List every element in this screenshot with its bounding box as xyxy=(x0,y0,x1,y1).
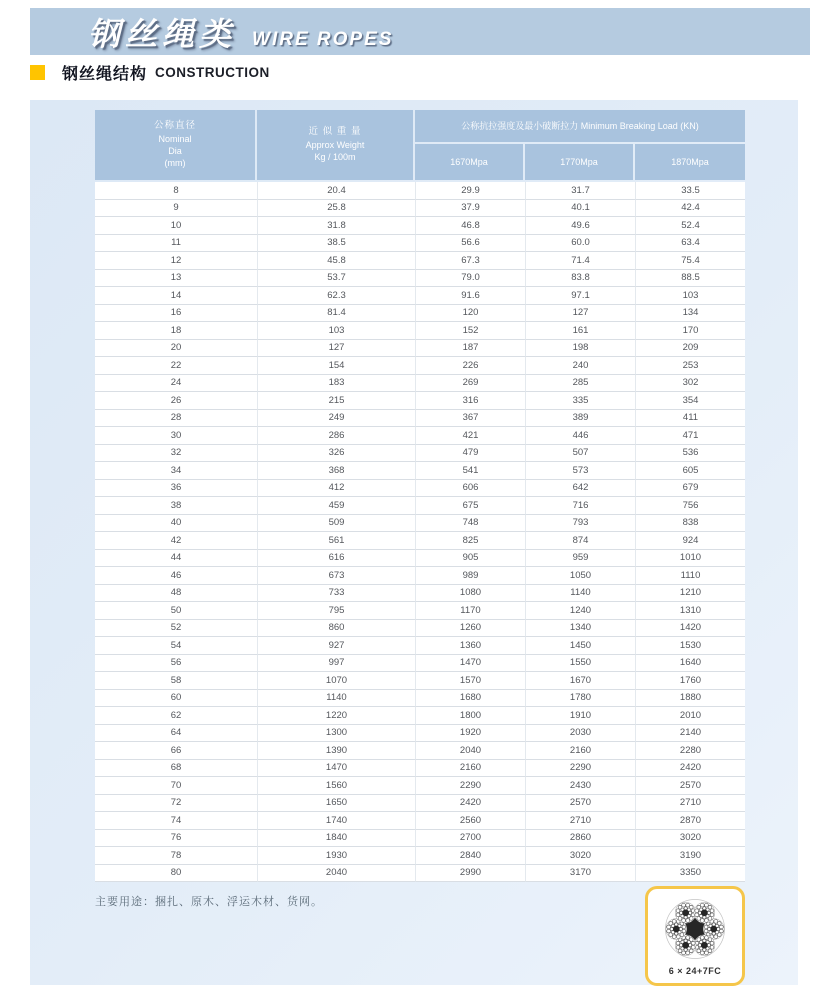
cell: 64 xyxy=(95,725,257,743)
cell: 62 xyxy=(95,707,257,725)
cell: 860 xyxy=(257,620,415,638)
cell: 12 xyxy=(95,252,257,270)
cell: 1880 xyxy=(635,690,745,708)
cell: 825 xyxy=(415,532,525,550)
cell: 675 xyxy=(415,497,525,515)
table-row xyxy=(95,252,745,270)
cell: 793 xyxy=(525,515,635,533)
cell: 285 xyxy=(525,375,635,393)
cell: 446 xyxy=(525,427,635,445)
cell: 249 xyxy=(257,410,415,428)
cell: 37.9 xyxy=(415,200,525,218)
cell: 2570 xyxy=(635,777,745,795)
table-row xyxy=(95,777,745,795)
cell: 2010 xyxy=(635,707,745,725)
section-title-zh: 钢丝绳结构 xyxy=(62,65,148,83)
cell: 134 xyxy=(635,305,745,323)
cell: 997 xyxy=(257,655,415,673)
cell: 183 xyxy=(257,375,415,393)
page-title-zh: 钢丝绳类 xyxy=(88,15,237,52)
cell: 1560 xyxy=(257,777,415,795)
cell: 50 xyxy=(95,602,257,620)
table-row xyxy=(95,672,745,690)
table-row xyxy=(95,585,745,603)
cell: 71.4 xyxy=(525,252,635,270)
table-row xyxy=(95,217,745,235)
cell: 72 xyxy=(95,795,257,813)
cell: 78 xyxy=(95,847,257,865)
cell: 2290 xyxy=(525,760,635,778)
cell: 924 xyxy=(635,532,745,550)
cell: 1680 xyxy=(415,690,525,708)
cell: 905 xyxy=(415,550,525,568)
cell: 62.3 xyxy=(257,287,415,305)
table-body xyxy=(95,182,745,882)
cell: 30 xyxy=(95,427,257,445)
header-breaking-load-group xyxy=(415,110,745,180)
cell: 412 xyxy=(257,480,415,498)
cell: 38.5 xyxy=(257,235,415,253)
cell: 103 xyxy=(257,322,415,340)
cell: 32 xyxy=(95,445,257,463)
table-row xyxy=(95,742,745,760)
cell: 1240 xyxy=(525,602,635,620)
cell: 127 xyxy=(257,340,415,358)
cell: 60 xyxy=(95,690,257,708)
cell: 509 xyxy=(257,515,415,533)
table-row xyxy=(95,602,745,620)
cell: 673 xyxy=(257,567,415,585)
cell: 38 xyxy=(95,497,257,515)
cell: 1930 xyxy=(257,847,415,865)
cell: 679 xyxy=(635,480,745,498)
cell: 1050 xyxy=(525,567,635,585)
cell: 31.7 xyxy=(525,182,635,200)
cell: 34 xyxy=(95,462,257,480)
cell: 1840 xyxy=(257,830,415,848)
cell: 642 xyxy=(525,480,635,498)
cell: 2420 xyxy=(635,760,745,778)
table-row xyxy=(95,462,745,480)
cell: 91.6 xyxy=(415,287,525,305)
header-grade-1670: 1670Mpa xyxy=(415,144,523,180)
cell: 79.0 xyxy=(415,270,525,288)
cell: 22 xyxy=(95,357,257,375)
cell: 1300 xyxy=(257,725,415,743)
cell: 127 xyxy=(525,305,635,323)
cell: 748 xyxy=(415,515,525,533)
cell: 49.6 xyxy=(525,217,635,235)
cell: 97.1 xyxy=(525,287,635,305)
cell: 20.4 xyxy=(257,182,415,200)
cell: 198 xyxy=(525,340,635,358)
cell: 36 xyxy=(95,480,257,498)
cell: 48 xyxy=(95,585,257,603)
rope-cross-section-diagram xyxy=(659,893,731,965)
table-row xyxy=(95,410,745,428)
cell: 326 xyxy=(257,445,415,463)
cell: 42 xyxy=(95,532,257,550)
cell: 389 xyxy=(525,410,635,428)
cell: 1450 xyxy=(525,637,635,655)
cell: 81.4 xyxy=(257,305,415,323)
cell: 14 xyxy=(95,287,257,305)
cell: 1650 xyxy=(257,795,415,813)
cell: 1470 xyxy=(257,760,415,778)
cell: 616 xyxy=(257,550,415,568)
cell: 989 xyxy=(415,567,525,585)
cell: 120 xyxy=(415,305,525,323)
cell: 3170 xyxy=(525,865,635,883)
cell: 2560 xyxy=(415,812,525,830)
table-row xyxy=(95,182,745,200)
cell: 479 xyxy=(415,445,525,463)
cell: 170 xyxy=(635,322,745,340)
cell: 733 xyxy=(257,585,415,603)
table-row xyxy=(95,532,745,550)
table-row xyxy=(95,200,745,218)
cell: 838 xyxy=(635,515,745,533)
table-row xyxy=(95,357,745,375)
cell: 2160 xyxy=(415,760,525,778)
header-nominal-dia: 公称直径 Nominal Dia (mm) xyxy=(95,110,255,180)
cell: 152 xyxy=(415,322,525,340)
cell: 54 xyxy=(95,637,257,655)
cell: 1170 xyxy=(415,602,525,620)
table-row xyxy=(95,480,745,498)
cell: 74 xyxy=(95,812,257,830)
cell: 606 xyxy=(415,480,525,498)
cell: 368 xyxy=(257,462,415,480)
cell: 3020 xyxy=(525,847,635,865)
cell: 68 xyxy=(95,760,257,778)
cell: 2870 xyxy=(635,812,745,830)
cell: 507 xyxy=(525,445,635,463)
cell: 2710 xyxy=(525,812,635,830)
table-row xyxy=(95,865,745,883)
cell: 58 xyxy=(95,672,257,690)
cell: 25.8 xyxy=(257,200,415,218)
cell: 927 xyxy=(257,637,415,655)
cell: 2710 xyxy=(635,795,745,813)
cell: 1920 xyxy=(415,725,525,743)
cell: 2860 xyxy=(525,830,635,848)
cell: 161 xyxy=(525,322,635,340)
cell: 573 xyxy=(525,462,635,480)
cell: 1070 xyxy=(257,672,415,690)
cell: 411 xyxy=(635,410,745,428)
cell: 29.9 xyxy=(415,182,525,200)
cell: 56 xyxy=(95,655,257,673)
cell: 18 xyxy=(95,322,257,340)
cell: 46.8 xyxy=(415,217,525,235)
cell: 1010 xyxy=(635,550,745,568)
cell: 536 xyxy=(635,445,745,463)
cell: 60.0 xyxy=(525,235,635,253)
table-row xyxy=(95,725,745,743)
cell: 269 xyxy=(415,375,525,393)
cell: 1220 xyxy=(257,707,415,725)
cell: 80 xyxy=(95,865,257,883)
table-row xyxy=(95,305,745,323)
section-heading xyxy=(30,62,270,82)
cell: 56.6 xyxy=(415,235,525,253)
cell: 2840 xyxy=(415,847,525,865)
cell: 1470 xyxy=(415,655,525,673)
table-row xyxy=(95,847,745,865)
table-row xyxy=(95,340,745,358)
usage-note: 主要用途：捆扎、原木、浮运木材、货网。 xyxy=(95,896,323,908)
cell: 2290 xyxy=(415,777,525,795)
cell: 1800 xyxy=(415,707,525,725)
table-row xyxy=(95,375,745,393)
cell: 53.7 xyxy=(257,270,415,288)
cell: 9 xyxy=(95,200,257,218)
cell: 1210 xyxy=(635,585,745,603)
cell: 70 xyxy=(95,777,257,795)
cell: 187 xyxy=(415,340,525,358)
cell: 2430 xyxy=(525,777,635,795)
table-row xyxy=(95,550,745,568)
spec-table xyxy=(95,110,745,882)
cell: 2990 xyxy=(415,865,525,883)
cell: 40 xyxy=(95,515,257,533)
cell: 1550 xyxy=(525,655,635,673)
cell: 154 xyxy=(257,357,415,375)
cell: 33.5 xyxy=(635,182,745,200)
cell: 1390 xyxy=(257,742,415,760)
cell: 1310 xyxy=(635,602,745,620)
cell: 3020 xyxy=(635,830,745,848)
page-title xyxy=(30,9,393,55)
cell: 11 xyxy=(95,235,257,253)
cell: 2420 xyxy=(415,795,525,813)
cell: 40.1 xyxy=(525,200,635,218)
cell: 3350 xyxy=(635,865,745,883)
table-row xyxy=(95,235,745,253)
cell: 28 xyxy=(95,410,257,428)
rope-cross-section-box xyxy=(645,886,745,986)
cell: 240 xyxy=(525,357,635,375)
cell: 2040 xyxy=(257,865,415,883)
cell: 1570 xyxy=(415,672,525,690)
cell: 959 xyxy=(525,550,635,568)
header-grade-1870: 1870Mpa xyxy=(635,144,745,180)
cell: 795 xyxy=(257,602,415,620)
page-title-band xyxy=(30,8,810,55)
cell: 46 xyxy=(95,567,257,585)
cell: 2570 xyxy=(525,795,635,813)
table-row xyxy=(95,515,745,533)
cell: 286 xyxy=(257,427,415,445)
cell: 209 xyxy=(635,340,745,358)
cell: 66 xyxy=(95,742,257,760)
cell: 52 xyxy=(95,620,257,638)
cell: 2040 xyxy=(415,742,525,760)
cell: 13 xyxy=(95,270,257,288)
table-row xyxy=(95,830,745,848)
cell: 1780 xyxy=(525,690,635,708)
cell: 67.3 xyxy=(415,252,525,270)
cell: 215 xyxy=(257,392,415,410)
table-row xyxy=(95,637,745,655)
cell: 253 xyxy=(635,357,745,375)
cell: 716 xyxy=(525,497,635,515)
table-row xyxy=(95,270,745,288)
table-row xyxy=(95,690,745,708)
yellow-square-bullet-icon xyxy=(30,65,45,80)
cell: 52.4 xyxy=(635,217,745,235)
cell: 1110 xyxy=(635,567,745,585)
cell: 302 xyxy=(635,375,745,393)
cell: 1640 xyxy=(635,655,745,673)
header-breaking-load: 公称抗拉强度及最小破断拉力 Minimum Breaking Load (KN) xyxy=(415,110,745,142)
header-grade-1770: 1770Mpa xyxy=(525,144,633,180)
cell: 3190 xyxy=(635,847,745,865)
table-row xyxy=(95,445,745,463)
cell: 45.8 xyxy=(257,252,415,270)
cell: 88.5 xyxy=(635,270,745,288)
cell: 63.4 xyxy=(635,235,745,253)
header-approx-weight: 近 似 重 量 Approx Weight Kg / 100m xyxy=(257,110,413,180)
cell: 421 xyxy=(415,427,525,445)
cell: 76 xyxy=(95,830,257,848)
table-row xyxy=(95,655,745,673)
content-panel xyxy=(30,100,798,985)
cell: 2140 xyxy=(635,725,745,743)
cell: 1360 xyxy=(415,637,525,655)
table-header xyxy=(95,110,745,180)
cell: 874 xyxy=(525,532,635,550)
cell: 226 xyxy=(415,357,525,375)
cell: 42.4 xyxy=(635,200,745,218)
cell: 10 xyxy=(95,217,257,235)
cell: 1140 xyxy=(257,690,415,708)
cell: 2160 xyxy=(525,742,635,760)
cell: 354 xyxy=(635,392,745,410)
table-row xyxy=(95,760,745,778)
table-row xyxy=(95,567,745,585)
cell: 16 xyxy=(95,305,257,323)
cell: 8 xyxy=(95,182,257,200)
cell: 1910 xyxy=(525,707,635,725)
cell: 2030 xyxy=(525,725,635,743)
cell: 31.8 xyxy=(257,217,415,235)
cell: 26 xyxy=(95,392,257,410)
table-row xyxy=(95,812,745,830)
cell: 20 xyxy=(95,340,257,358)
cell: 2700 xyxy=(415,830,525,848)
cell: 756 xyxy=(635,497,745,515)
cell: 367 xyxy=(415,410,525,428)
cell: 459 xyxy=(257,497,415,515)
cell: 83.8 xyxy=(525,270,635,288)
cell: 605 xyxy=(635,462,745,480)
page-title-en: WIRE ROPES xyxy=(252,28,394,50)
cell: 1420 xyxy=(635,620,745,638)
cell: 471 xyxy=(635,427,745,445)
cell: 1530 xyxy=(635,637,745,655)
cell: 1670 xyxy=(525,672,635,690)
cell: 1140 xyxy=(525,585,635,603)
table-row xyxy=(95,392,745,410)
cell: 541 xyxy=(415,462,525,480)
cell: 2280 xyxy=(635,742,745,760)
section-title-en: CONSTRUCTION xyxy=(155,64,270,80)
cell: 1340 xyxy=(525,620,635,638)
cell: 103 xyxy=(635,287,745,305)
cell: 561 xyxy=(257,532,415,550)
rope-construction-label: 6 × 24+7FC xyxy=(668,966,722,976)
table-row xyxy=(95,322,745,340)
cell: 1260 xyxy=(415,620,525,638)
cell: 75.4 xyxy=(635,252,745,270)
table-row xyxy=(95,497,745,515)
table-row xyxy=(95,287,745,305)
cell: 316 xyxy=(415,392,525,410)
table-row xyxy=(95,620,745,638)
table-row xyxy=(95,795,745,813)
table-row xyxy=(95,427,745,445)
cell: 1760 xyxy=(635,672,745,690)
cell: 44 xyxy=(95,550,257,568)
cell: 24 xyxy=(95,375,257,393)
cell: 335 xyxy=(525,392,635,410)
cell: 1080 xyxy=(415,585,525,603)
cell: 1740 xyxy=(257,812,415,830)
header-grade-row xyxy=(415,144,745,180)
table-row xyxy=(95,707,745,725)
